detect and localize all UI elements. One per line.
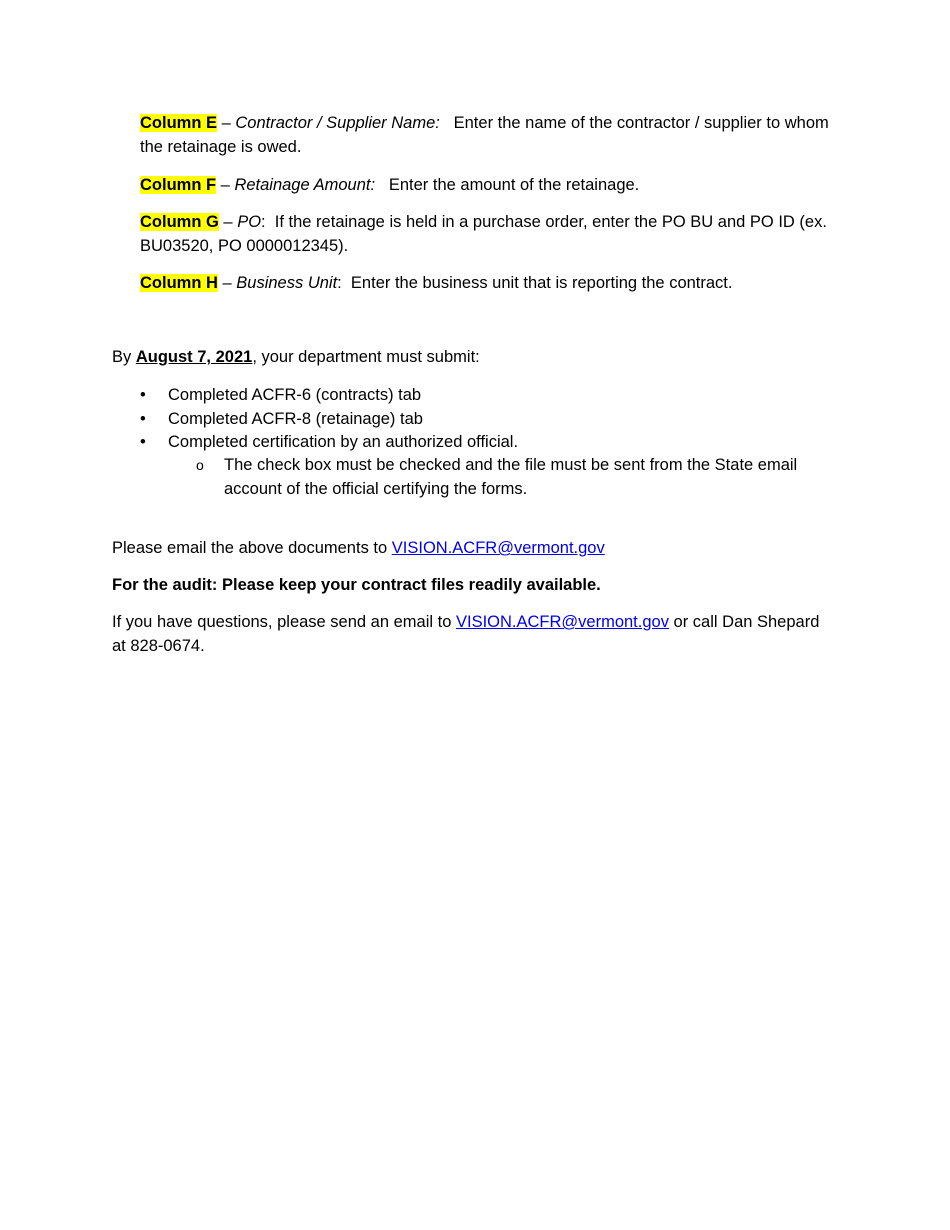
- column-label: Column H: [140, 274, 218, 292]
- field-name: Contractor / Supplier Name:: [235, 114, 440, 132]
- bullet-icon: •: [140, 433, 146, 451]
- audit-note: For the audit: Please keep your contract files readily available.: [112, 576, 601, 594]
- column-label: Column F: [140, 176, 217, 194]
- email-link[interactable]: VISION.ACFR@vermont.gov: [455, 613, 669, 631]
- column-e-description: Column E – Contractor / Supplier Name: Enter the name of the contractor / supplier to whom the retainage is owed.: [140, 114, 834, 156]
- column-g-description: Column G – PO: If the retainage is held in a purchase order, enter the PO BU and PO ID (ex. BU03520, PO 0000012345).: [140, 213, 832, 255]
- email-paragraph: Please email the above documents to VISION.ACFR@vermont.gov: [112, 539, 605, 557]
- field-name: PO: [237, 213, 262, 231]
- field-name: Business Unit: [236, 274, 338, 292]
- hollow-bullet-icon: o: [196, 457, 204, 473]
- document-page: Column E – Contractor / Supplier Name: Enter the name of the contractor / supplier to whom the retainage is owed. Column F – Retainage Amount: Enter the amount of the retainage. Column G – PO: If the retainage is held in a purchase order, enter the PO BU and PO ID (ex. BU03520, PO 0000012345). Column H – Business Unit: Enter the business unit that is reporting the contract. By August 7, 2021, your department must submit: • Completed ACFR-6 (contracts) tab • Completed ACFR-8 (retainage) tab • Completed certification by an authorized official. o The check box must be checked and the file must be sent from the State email account of the official certifying the forms. Please email the above documents to VISION.ACFR@vermont.gov For the audit: Please keep your contract files readily available. If you have questions, please send an email to VISION.ACFR@vermont.gov or call Dan Shepard at 828-0674.: [0, 0, 950, 1230]
- column-h-description: Column H – Business Unit: Enter the business unit that is reporting the contract.: [140, 274, 733, 292]
- deadline-paragraph: By August 7, 2021, your department must submit:: [112, 348, 480, 366]
- bullet-icon: •: [140, 386, 146, 404]
- field-name: Retainage Amount:: [234, 176, 376, 194]
- column-label: Column G: [140, 213, 219, 231]
- column-label: Column E: [140, 114, 217, 132]
- column-f-description: Column F – Retainage Amount: Enter the amount of the retainage.: [140, 176, 640, 194]
- deadline-date: August 7, 2021: [135, 348, 253, 366]
- questions-paragraph: If you have questions, please send an email to VISION.ACFR@vermont.gov or call Dan Shepard at 828-0674.: [112, 613, 824, 655]
- email-link[interactable]: VISION.ACFR@vermont.gov: [391, 539, 605, 557]
- bullet-icon: •: [140, 410, 146, 428]
